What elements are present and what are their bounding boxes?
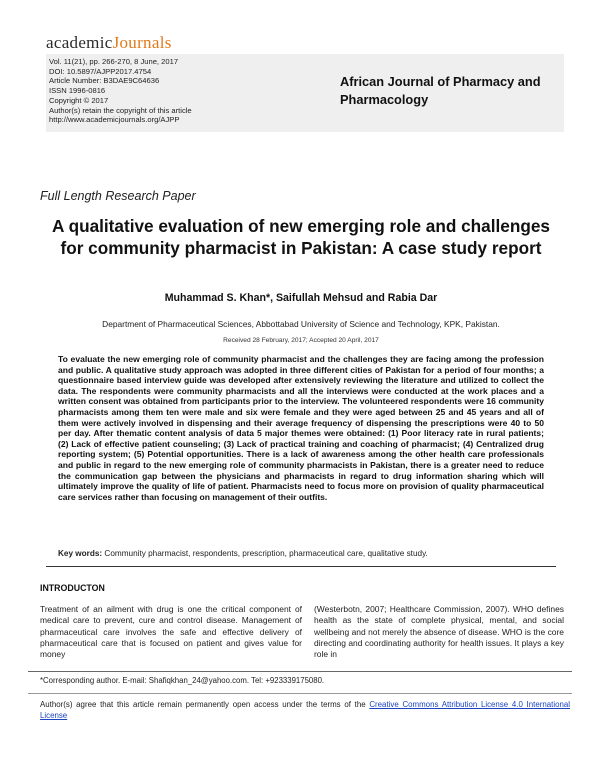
intro-heading: INTRODUCTON (40, 583, 105, 593)
footnote-divider (28, 693, 572, 694)
keywords-list: Community pharmacist, respondents, prescription, pharmaceutical care, qualitative study. (104, 549, 428, 558)
article-title: A qualitative evaluation of new emerging role and challenges for community pharmacist in Pakistan: A case study report (52, 216, 550, 258)
article-meta (49, 57, 192, 125)
meta-journal-url[interactable]: http://www.academicjournals.org/AJPP (49, 115, 180, 125)
meta-doi: DOI: 10.5897/AJPP2017.4754 (49, 66, 152, 76)
correspondence-note: *Corresponding author. E-mail: Shafiqkhan_24@yahoo.com. Tel: +923339175080. (40, 676, 325, 685)
intro-column-left: Treatment of an ailment with drug is one the critical component of medical care to prevent, cure and control disease. Management of pharmaceutical care involves the safe and effective delivery of pharmaceutical care that is focused on patient and gives value for money (40, 604, 302, 660)
section-divider (46, 566, 556, 567)
meta-article-number: Article Number: B3DAE9C64636 (49, 76, 160, 86)
journal-logo (46, 33, 172, 53)
article-authors: Muhammad S. Khan*, Saifullah Mehsud and Rabia Dar (164, 292, 438, 304)
intro-column-right: (Westerbotn, 2007; Healthcare Commission, 2007). WHO defines health as the state of complete physical, mental, and social wellbeing and not merely the absence of disease. WHO is the core directing and coordinating authority for health issues. It plays a key role in (314, 604, 564, 660)
logo-suffix: Journals (112, 33, 172, 52)
meta-copyright: Copyright © 2017 (49, 95, 109, 105)
abstract: To evaluate the new emerging role of community pharmacist and the challenges they are facing among the profession and public. A qualitative study approach was adopted in three different cities of Pakistan for a period of four months; a questionnaire based interview guide was developed after extensively reviewing the literature and utilized to collect the data. The respondents were community pharmacists and all the interviews were conducted at the work places and a written consent was obtained from participants prior to the interview. The volunteered respondents were 16 community pharmacists among them ten were male and six were female and they were aged between 25 and 45 years and all of them were actively involved in dispensing and their average frequency of dispensing the prescriptions were 40 to 50 per day. After thematic content analysis of data 5 major themes were obtained: (1) Poor literacy rate in rural patients; (2) Lack of effective patient counseling; (3) Lack of practical training and coaching of pharmacist; (4) Centralized drug reporting system; (5) Potential opportunities. There is a lack of awareness among the other health care professionals and public in regard to the new emerging role of community pharmacists in Pakistan, there is a greater need to reduce the communication gap between the physicians and pharmacists in regard to drug information sharing which will ultimately improve the quality of life of patient. Pharmacists need to focus more on provision of quality pharmaceutical care services rather than focusing on management of their outfits. (58, 354, 544, 502)
author-affiliation: Department of Pharmaceutical Sciences, Abbottabad University of Science and Technology, KPK, Pakistan. (102, 319, 500, 329)
meta-volume: Vol. 11(21), pp. 266-270, 8 June, 2017 (49, 57, 179, 66)
paper-type: Full Length Research Paper (40, 189, 196, 203)
meta-author-rights: Author(s) retain the copyright of this article (49, 105, 192, 115)
logo-prefix: academic (46, 33, 113, 52)
received-accepted-dates: Received 28 February, 2017; Accepted 20 April, 2017 (223, 337, 379, 344)
journal-name: African Journal of Pharmacy and Pharmacology (340, 74, 541, 107)
license-text: Author(s) agree that this article remain permanently open access under the terms of the (40, 700, 366, 709)
keywords (58, 549, 544, 558)
meta-issn: ISSN 1996-0816 (49, 86, 106, 96)
license-link[interactable]: Creative Commons Attribution License 4.0 International License (40, 700, 570, 720)
license-note (40, 699, 570, 721)
keywords-label: Key words: (58, 549, 103, 558)
